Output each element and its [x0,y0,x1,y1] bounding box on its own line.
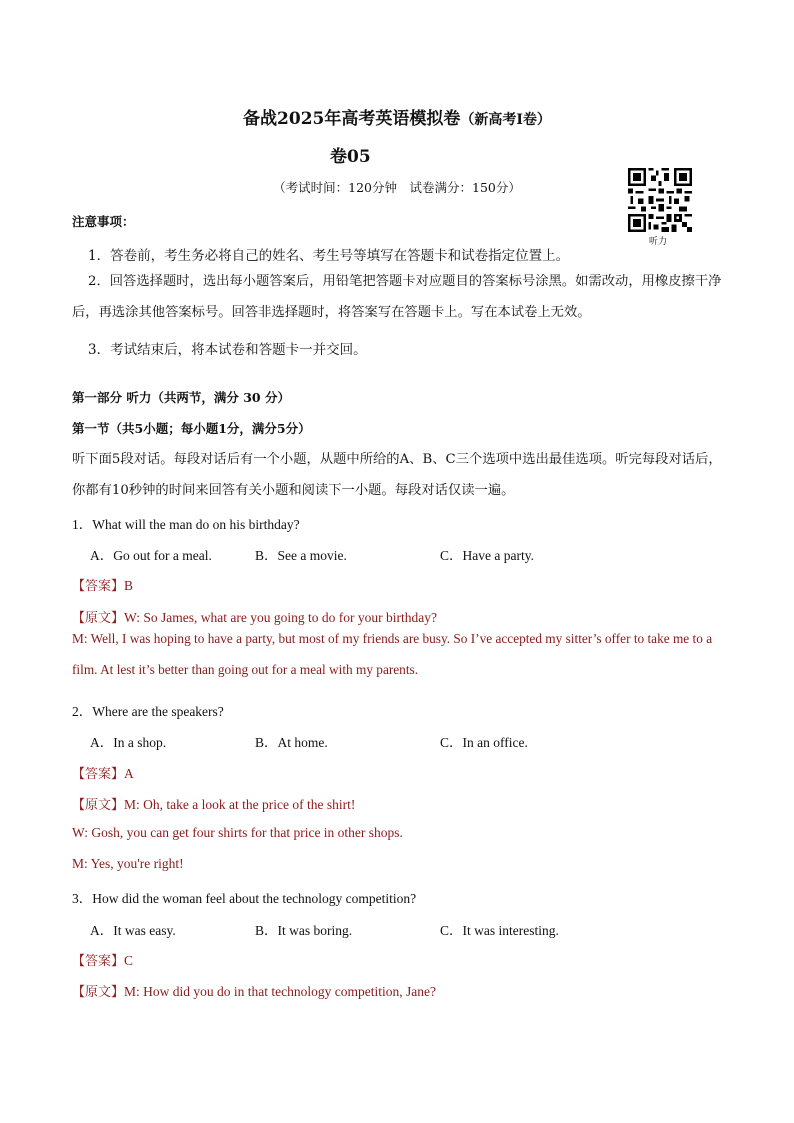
answer-tag: 【答案】 [72,767,125,782]
q2-option-b: B．At home. [255,735,328,750]
title-main: 备战2025年高考英语模拟卷 [243,109,461,129]
exam-info: （考试时间：120分钟 试卷满分：150分） [273,180,521,195]
q3-option-a: A．It was easy. [90,923,176,938]
question-2: 2．Where are the speakers? [72,704,224,719]
qr-code-icon[interactable] [628,168,692,232]
answer-tag: 【答案】 [72,579,125,594]
q2-option-c: C．In an office. [440,735,528,750]
title-suffix: （新高考I卷） [460,112,551,128]
question-1: 1．What will the man do on his birthday? [72,517,300,532]
q1-transcript-line-2: M: Well, I was hoping to have a party, but most of my friends are busy. So I’ve accepted my sitter’s offer to take me to a film. At lest it’s better than going out for a meal with my parents. [72,631,713,677]
q1-option-b: B．See a movie. [255,548,347,563]
q3-transcript-line-1 [72,981,436,1000]
section1-instructions: 听下面5段对话。每段对话后有一个小题，从题中所给的A、B、C三个选项中选出最佳选项。听完每段对话后，你都有10秒钟的时间来回答有关小题和阅读下一小题。每段对话仅读一遍。 [72,452,722,498]
notes-heading: 注意事项： [72,214,135,229]
transcript-tag: 【原文】 [72,798,125,813]
section1-heading: 第一节（共5小题；每小题1分，满分5分） [72,421,311,436]
q3-option-c: C．It was interesting. [440,923,559,938]
q2-transcript-line-3: M: Yes, you're right! [72,856,184,871]
qr-caption: 听力 [649,237,668,247]
q2-transcript-line-1 [72,794,355,813]
page-title [0,104,794,129]
transcript-tag: 【原文】 [72,611,125,626]
note-item-3: 3．考试结束后，将本试卷和答题卡一并交回。 [88,342,367,358]
answer-tag: 【答案】 [72,954,125,969]
q1-option-c: C．Have a party. [440,548,534,563]
q2-transcript-line-2: W: Gosh, you can get four shirts for that price in other shops. [72,825,403,840]
q3-answer [72,950,133,969]
question-3: 3．How did the woman feel about the technology competition? [72,891,417,906]
note-item-1: 1．答卷前，考生务必将自己的姓名、考生号等填写在答题卡和试卷指定位置上。 [88,248,570,264]
note-item-2: 2．回答选择题时，选出每小题答案后，用铅笔把答题卡对应题目的答案标号涂黑。如需改动，用橡皮擦干净后，再选涂其他答案标号。回答非选择题时，将答案写在答题卡上。写在本试卷上无效。 [72,274,722,320]
transcript-text: M: Oh, take a look at the price of the shirt! [124,797,356,812]
q1-answer [72,575,133,594]
q3-option-b: B．It was boring. [255,923,353,938]
answer-value: B [124,578,134,593]
transcript-tag: 【原文】 [72,985,125,1000]
transcript-text: W: So James, what are you going to do for your birthday? [124,610,437,625]
q2-answer [72,763,134,782]
answer-value: C [124,953,134,968]
q1-option-a: A．Go out for a meal. [90,548,212,563]
answer-value: A [124,766,134,781]
page-subtitle: 卷05 [330,147,371,167]
transcript-text: M: How did you do in that technology competition, Jane? [124,984,436,999]
part1-heading: 第一部分 听力（共两节，满分 30 分） [72,390,290,405]
q2-option-a: A．In a shop. [90,735,167,750]
